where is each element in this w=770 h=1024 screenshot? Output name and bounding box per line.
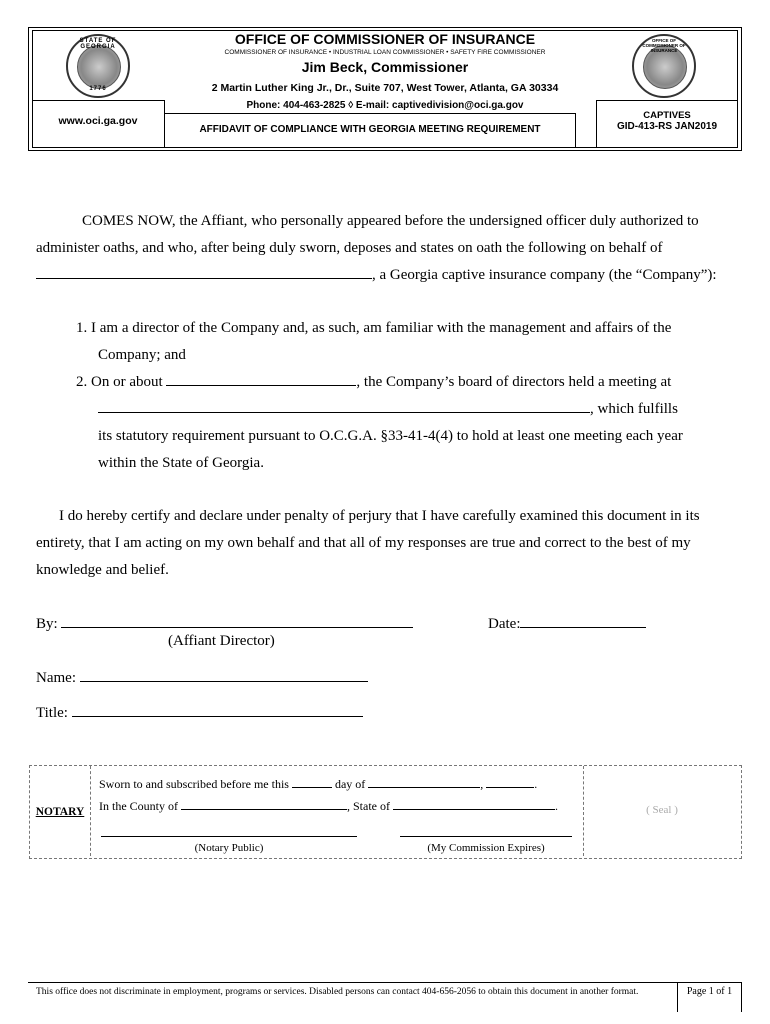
form-title: AFFIDAVIT OF COMPLIANCE WITH GEORGIA MEETING REQUIREMENT	[199, 124, 541, 135]
item-2-line-d: within the State of Georgia.	[98, 455, 264, 471]
office-subtitle: COMMISSIONER OF INSURANCE • INDUSTRIAL LOAN COMMISSIONER • SAFETY FIRE COMMISSIONER	[224, 49, 546, 56]
date-line	[488, 611, 646, 638]
affiant-caption: (Affiant Director)	[168, 633, 275, 649]
sworn-line: Sworn to and subscribed before me this day of , .	[99, 777, 538, 791]
item-2-post: , the Company’s board of directors held a meeting at	[356, 374, 672, 390]
footer	[28, 982, 741, 1013]
commissioner-name: Jim Beck, Commissioner	[301, 59, 469, 75]
left-seal-text: STATE OF GEORGIA	[79, 38, 117, 50]
form-title-box	[165, 113, 576, 147]
seal-placeholder: ( Seal )	[646, 804, 678, 816]
certify-line-1: I do hereby certify and declare under penalty of perjury that I have carefully examined this document in its	[59, 508, 700, 524]
name-field[interactable]	[80, 681, 368, 682]
county-field[interactable]	[181, 809, 347, 810]
item-2-line-c: its statutory requirement pursuant to O.C.G.A. §33-41-4(4) to hold at least one meeting each year	[98, 428, 683, 444]
commission-expires-field[interactable]	[400, 836, 572, 837]
item-1-line-b: Company; and	[98, 347, 186, 363]
item-2-line-b	[98, 396, 738, 423]
notary-public-signature-field[interactable]	[101, 836, 357, 837]
sworn-day-field[interactable]	[292, 787, 332, 788]
notary-public-caption: (Notary Public)	[194, 842, 264, 854]
form-code-box	[596, 100, 737, 147]
meeting-date-field[interactable]	[166, 385, 356, 386]
notary-seal-cell	[583, 766, 740, 856]
item-1-line-a: 1. I am a director of the Company and, as such, am familiar with the management and affairs of the	[76, 320, 672, 336]
office-address: 2 Martin Luther King Jr., Dr., Suite 707, West Tower, Atlanta, GA 30334	[211, 82, 559, 94]
right-seal-text: OFFICE OF COMMISSIONER OF INSURANCE	[642, 38, 686, 53]
website-box	[32, 100, 165, 147]
item-2-pre: 2. On or about	[76, 374, 163, 390]
county-text: In the County of	[99, 799, 178, 813]
name-line	[36, 665, 368, 692]
item-2-line-a	[76, 369, 746, 396]
intro-line-3	[36, 262, 736, 289]
office-title: OFFICE OF COMMISSIONER OF INSURANCE	[234, 31, 536, 47]
item-2-fulfills: , which fulfills	[590, 401, 678, 417]
commission-expires-caption: (My Commission Expires)	[427, 842, 545, 854]
left-seal-year: 1776	[89, 86, 107, 92]
title-label: Title:	[36, 705, 68, 721]
sworn-month-field[interactable]	[368, 787, 480, 788]
date-field[interactable]	[520, 627, 646, 628]
meeting-location-field[interactable]	[98, 412, 590, 413]
insurance-office-seal	[632, 34, 696, 98]
company-name-field[interactable]	[36, 278, 372, 279]
notary-label: NOTARY	[35, 806, 85, 818]
sworn-year-field[interactable]	[486, 787, 534, 788]
state-field[interactable]	[393, 809, 555, 810]
section-label: CAPTIVES	[643, 110, 691, 121]
intro-line-1: COMES NOW, the Affiant, who personally appeared before the undersigned officer duly authorized to	[82, 213, 699, 229]
name-label: Name:	[36, 670, 76, 686]
title-field[interactable]	[72, 716, 363, 717]
georgia-state-seal	[66, 34, 130, 98]
certify-line-3: knowledge and belief.	[36, 562, 169, 578]
form-code: GID-413-RS JAN2019	[616, 121, 718, 132]
website-link[interactable]: www.oci.ga.gov	[58, 115, 138, 127]
sworn-text: Sworn to and subscribed before me this	[99, 777, 289, 791]
page-number: Page 1 of 1	[686, 986, 733, 997]
phone-email: Phone: 404-463-2825 ◊ E-mail: captivedivision@oci.ga.gov	[246, 100, 524, 111]
county-line: In the County of , State of .	[99, 799, 558, 813]
by-label: By:	[36, 616, 58, 632]
intro-line-2: administer oaths, and who, after being duly sworn, deposes and states on oath the following on behalf of	[36, 240, 663, 256]
date-label: Date:	[488, 616, 521, 632]
certify-line-2: entirety, that I am acting on my own behalf and that all of my responses are true and correct to the best of my	[36, 535, 691, 551]
day-of-text: day of	[334, 777, 366, 791]
page-number-cell	[677, 982, 742, 1012]
title-line	[36, 700, 363, 727]
notary-label-cell	[30, 766, 91, 856]
non-discrimination-notice: This office does not discriminate in employment, programs or services. Disabled persons can contact 404-656-2056 to obtain this document in another format.	[36, 987, 639, 997]
state-text: , State of	[347, 799, 390, 813]
intro-line-3-text: , a Georgia captive insurance company (the “Company”):	[372, 267, 717, 283]
